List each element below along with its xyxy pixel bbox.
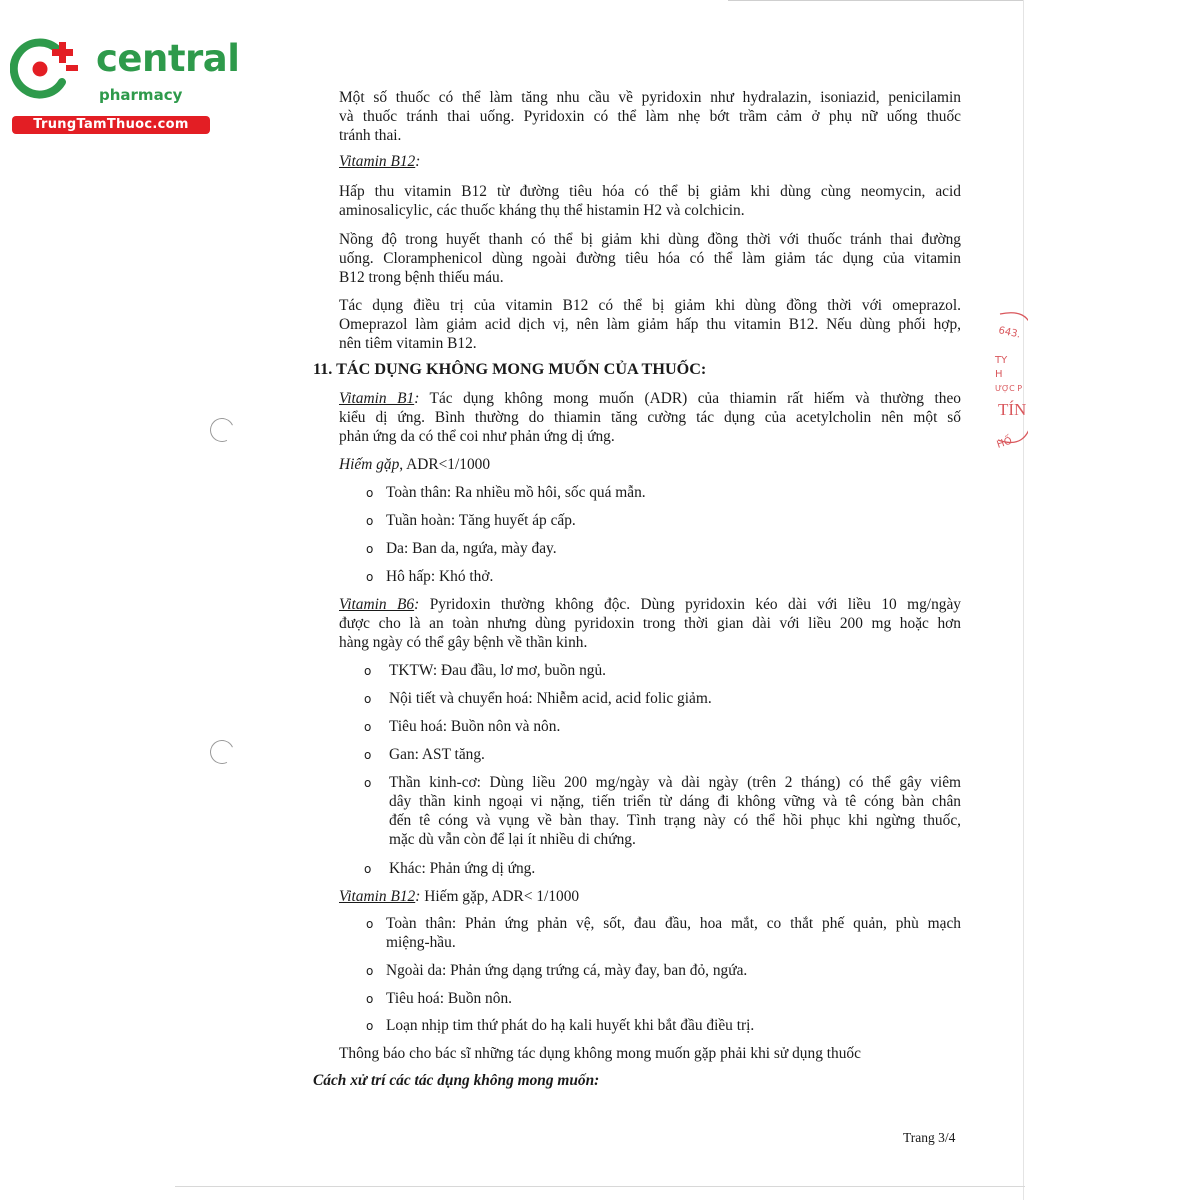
list-item: Toàn thân: Phản ứng phản vệ, sốt, đau đầu, hoa mắt, co thắt phế quản, phù mạch (386, 915, 961, 932)
paragraph-line: B12 trong bệnh thiếu máu. (339, 269, 504, 286)
bullet-icon: o (366, 486, 374, 500)
list-item: Thần kinh-cơ: Dùng liều 200 mg/ngày và dài ngày (trên 2 tháng) có thể gây viêm (389, 774, 961, 791)
vitamin-b6-label: Vitamin B6 (339, 596, 415, 613)
list-item: Tiêu hoá: Buồn nôn. (386, 990, 512, 1007)
svg-text:TÍN: TÍN (998, 400, 1027, 419)
vitamin-b12-adr-line: Vitamin B12: Hiếm gặp, ADR< 1/1000 (339, 888, 580, 905)
paragraph-line: và thuốc tránh thai uống. Pyridoxin có thể làm nhẹ bớt trầm cảm ở phụ nữ uống thuốc (339, 108, 961, 125)
paragraph-line: kiểu dị ứng. Bình thường do thiamin tăng cường tác dụng của acetylcholin nên một số (339, 409, 961, 426)
svg-text:H: H (995, 369, 1003, 380)
list-item: Toàn thân: Ra nhiều mồ hôi, sốc quá mẫn. (386, 484, 646, 501)
logo-site-url: TrungTamThuoc.com (12, 116, 210, 134)
paragraph-line: aminosalicylic, các thuốc kháng thụ thể histamin H2 và colchicin. (339, 202, 745, 219)
list-item-continuation: mặc dù vẫn còn để lại ít nhiều di chứng. (389, 831, 636, 848)
list-item: TKTW: Đau đầu, lơ mơ, buồn ngủ. (389, 662, 607, 679)
list-item: Tiêu hoá: Buồn nôn và nôn. (389, 718, 561, 735)
notify-doctor-line: Thông báo cho bác sĩ những tác dụng không mong muốn gặp phải khi sử dụng thuốc (339, 1045, 861, 1062)
bullet-icon: o (366, 992, 374, 1006)
paragraph-line: tránh thai. (339, 127, 402, 144)
list-item-continuation: đến tê cóng và vụng về bàn thay. Tình trạng này có thể hồi phục khi ngừng thuốc, (389, 812, 961, 829)
list-item: Nội tiết và chuyển hoá: Nhiễm acid, acid folic giảm. (389, 690, 712, 707)
bullet-icon: o (364, 664, 372, 678)
list-item-continuation: dây thần kinh ngoại vi nặng, tiến triển từ dáng đi không vững và tê cóng bàn chân (389, 793, 961, 810)
svg-text:HỐ: HỐ (995, 435, 1014, 451)
paragraph-line: được cho là an toàn nhưng dùng pyridoxin trong thời gian dài với liều 200 mg hoặc hơn (339, 615, 961, 632)
svg-text:ƯỢC P: ƯỢC P (995, 384, 1023, 393)
paragraph-line: Nồng độ trong huyết thanh có thể bị giảm khi dùng đồng thời với thuốc tránh thai đường (339, 231, 961, 248)
rare-label: Hiếm gặp (339, 456, 400, 473)
b1-frequency-line: Hiếm gặp, ADR<1/1000 (339, 456, 491, 473)
bullet-icon: o (364, 720, 372, 734)
vitamin-b6-paragraph: Vitamin B6: Pyridoxin thường không độc. Dùng pyridoxin kéo dài với liều 10 mg/ngày (339, 596, 961, 613)
handling-heading: Cách xử trí các tác dụng không mong muốn: (313, 1072, 600, 1089)
section-11-heading: 11. TÁC DỤNG KHÔNG MONG MUỐN CỦA THUỐC: (313, 360, 707, 378)
bullet-icon: o (364, 862, 372, 876)
logo-tagline: pharmacy (99, 86, 183, 104)
bullet-icon: o (366, 514, 374, 528)
list-item: Khác: Phản ứng dị ứng. (389, 860, 536, 877)
bullet-icon: o (366, 542, 374, 556)
svg-text:TY: TY (995, 355, 1008, 366)
page-number: Trang 3/4 (903, 1130, 956, 1145)
bullet-icon: o (364, 748, 372, 762)
vitamin-b1-paragraph: Vitamin B1: Tác dụng không mong muốn (ADR) của thiamin rất hiếm và thường theo (339, 390, 961, 407)
list-item: Ngoài da: Phản ứng dạng trứng cá, mày đay, ban đỏ, ngứa. (386, 962, 748, 979)
list-item-continuation: miệng-hầu. (386, 934, 456, 951)
paragraph-line: Hấp thu vitamin B12 từ đường tiêu hóa có thể bị giảm khi dùng cùng neomycin, acid (339, 183, 961, 200)
vitamin-b12-label: Vitamin B12 (339, 153, 416, 170)
paragraph-line: hàng ngày có thể gây bệnh về thần kinh. (339, 634, 588, 651)
list-item: Da: Ban da, ngứa, mày đay. (386, 540, 557, 557)
list-item: Gan: AST tăng. (389, 746, 485, 763)
paragraph-line: Một số thuốc có thể làm tăng nhu cầu về pyridoxin như hydralazin, isoniazid, penicilamin (339, 89, 961, 106)
bullet-icon: o (366, 964, 374, 978)
paragraph-line: phản ứng da có thể coi như phản ứng dị ứng. (339, 428, 615, 445)
vitamin-b1-label: Vitamin B1 (339, 390, 415, 407)
paragraph-line: Tác dụng điều trị của vitamin B12 có thể bị giảm khi dùng đồng thời với omeprazol. (339, 297, 961, 314)
list-item: Tuần hoàn: Tăng huyết áp cấp. (386, 512, 576, 529)
svg-text:643.: 643. (997, 325, 1022, 341)
vitamin-b12-heading: Vitamin B12: (339, 153, 421, 170)
paragraph-line: nên tiêm vitamin B12. (339, 335, 477, 352)
list-item: Hô hấp: Khó thở. (386, 568, 494, 585)
logo-brand-name: central (96, 37, 240, 80)
paragraph-line: Omeprazol làm giảm acid dịch vị, nên làm giảm hấp thu vitamin B12. Nếu dùng phối hợp, (339, 316, 961, 333)
bullet-icon: o (366, 917, 374, 931)
bullet-icon: o (366, 1019, 374, 1033)
vitamin-b12-label: Vitamin B12 (339, 888, 416, 905)
bullet-icon: o (364, 776, 372, 790)
list-item: Loạn nhịp tim thứ phát do hạ kali huyết khi bắt đầu điều trị. (386, 1017, 755, 1034)
bullet-icon: o (366, 570, 374, 584)
bullet-icon: o (364, 692, 372, 706)
paragraph-line: uống. Cloramphenicol dùng ngoài đường tiêu hóa có thể làm giảm tác dụng của vitamin (339, 250, 961, 267)
